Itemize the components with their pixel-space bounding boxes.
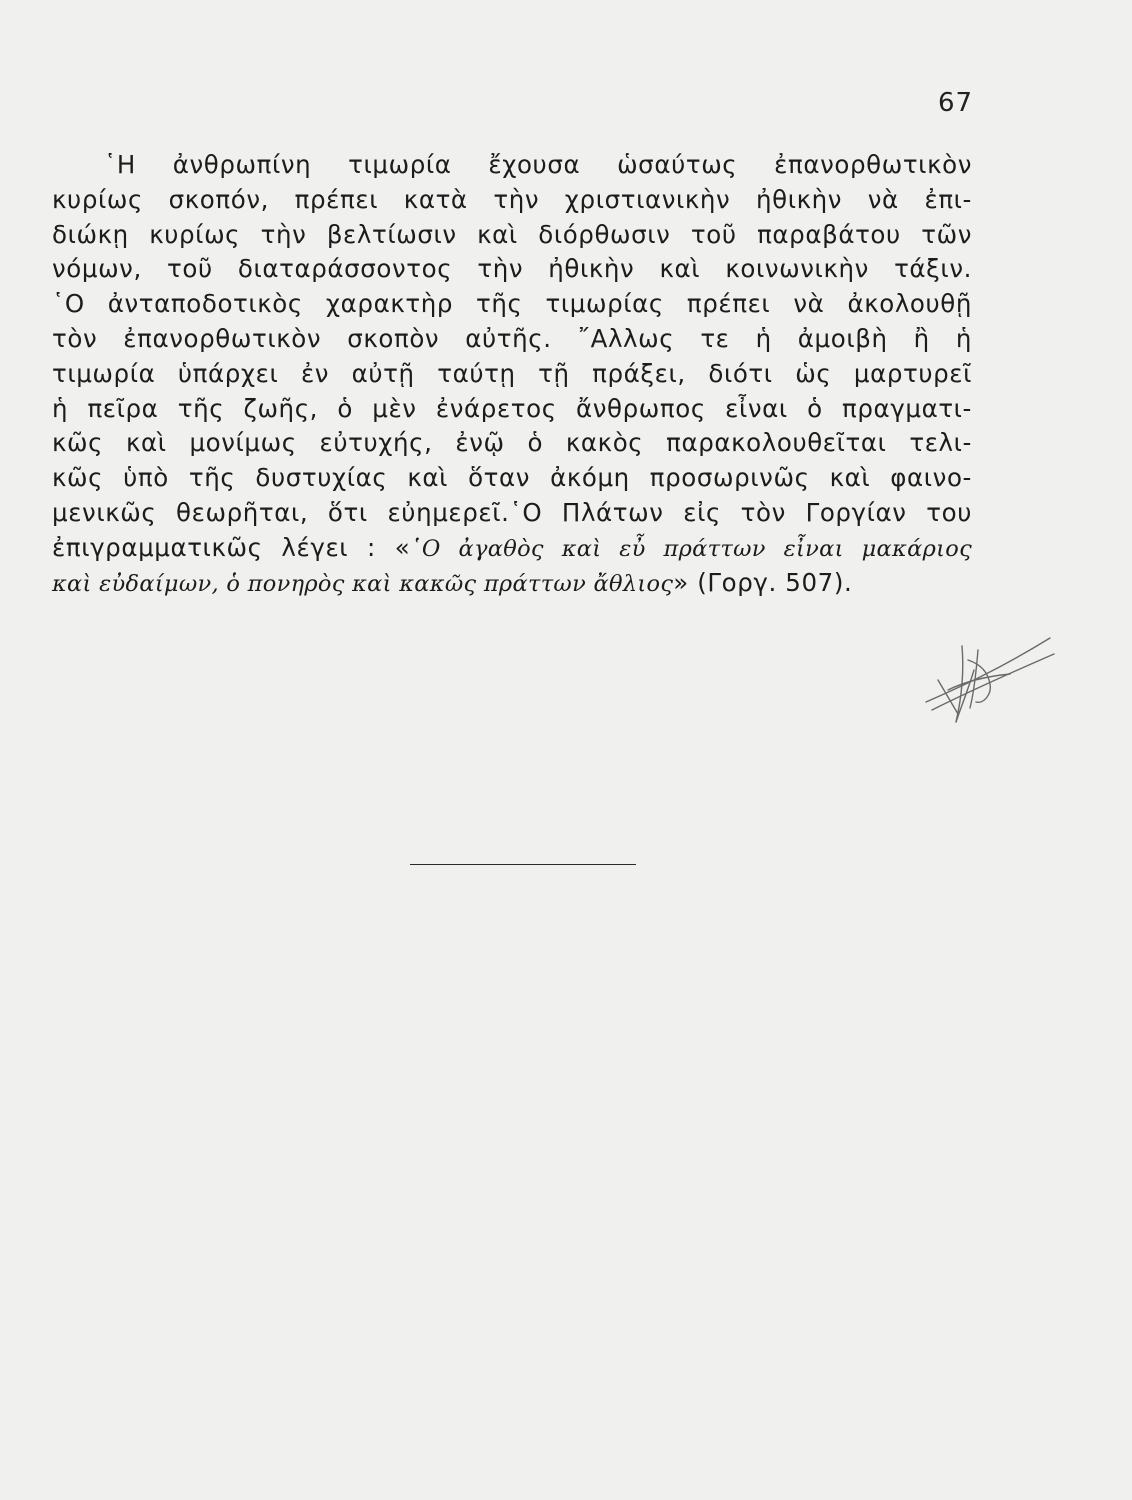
text-line: κῶς ὑπὸ τῆς δυστυχίας καὶ ὅταν ἀκόμη προσωρινῶς καὶ φαινο-: [52, 463, 972, 493]
section-divider: [410, 864, 636, 865]
plato-quote-part-1: ῾Ο ἀγαθὸς καὶ εὖ πράττων εἶναι μακάριος: [410, 535, 972, 562]
text-line-quote-start: [52, 531, 972, 566]
handwritten-signature-icon: [918, 630, 1058, 730]
text-line: διώκῃ κυρίως τὴν βελτίωσιν καὶ διόρθωσιν τοῦ παραβάτου τῶν: [52, 219, 972, 249]
text-line: κυρίως σκοπόν, πρέπει κατὰ τὴν χριστιανικὴν ἠθικὴν νὰ ἐπι-: [52, 184, 972, 214]
text-line: μενικῶς θεωρῆται, ὅτι εὐημερεῖ.῾Ο Πλάτων εἰς τὸν Γοργίαν του: [52, 497, 972, 527]
plato-quote-part-2: καὶ εὐδαίμων, ὁ πονηρὸς καὶ κακῶς πράττων ἄθλιος: [52, 570, 674, 597]
text-line: ῾Η ἀνθρωπίνη τιμωρία ἔχουσα ὡσαύτως ἐπανορθωτικὸν: [104, 150, 972, 179]
body-paragraph: [52, 148, 972, 600]
text-line: ῾Ο ἀνταποδοτικὸς χαρακτὴρ τῆς τιμωρίας πρέπει νὰ ἀκολουθῇ: [52, 289, 972, 319]
citation: » (Γοργ. 507).: [673, 567, 853, 597]
text-line: τιμωρία ὑπάρχει ἐν αὐτῇ ταύτῃ τῇ πράξει, διότι ὡς μαρτυρεῖ: [52, 358, 972, 388]
text-line: ἡ πεῖρα τῆς ζωῆς, ὁ μὲν ἐνάρετος ἄνθρωπος εἶναι ὁ πραγματι-: [52, 393, 972, 423]
text-line: νόμων, τοῦ διαταράσσοντος τὴν ἠθικὴν καὶ κοινωνικὴν τάξιν.: [52, 254, 972, 284]
quote-lead: ἐπιγραμματικῶς λέγει : «: [52, 532, 411, 562]
text-line: κῶς καὶ μονίμως εὐτυχής, ἐνῷ ὁ κακὸς παρακολουθεῖται τελι-: [52, 428, 972, 458]
page-number: 67: [938, 88, 974, 118]
text-line: τὸν ἐπανορθωτικὸν σκοπὸν αὐτῆς. ῎Αλλως τε ἡ ἀμοιβὴ ἢ ἡ: [52, 323, 972, 353]
text-line-quote-end: [52, 566, 972, 601]
